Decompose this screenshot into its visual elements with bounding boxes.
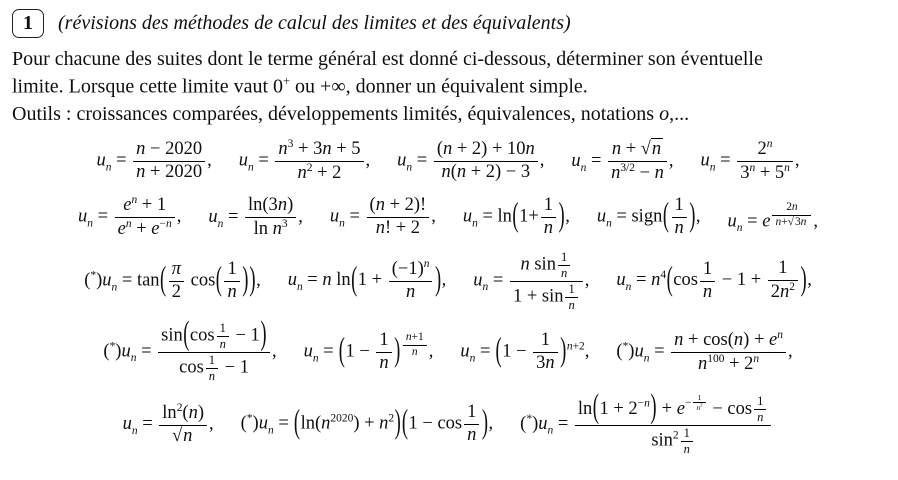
math-formula: $u_n = n$ ln(1 + $\frac{(-1)^n}{n}$ ), xyxy=(287,258,447,303)
math-formula: $u_n = n^4(\cos$ $\frac{1}{n}$ − 1 + $\frac{1}{2n^2}$ ), xyxy=(616,258,812,303)
math-formula: $u_n$ = $\frac{n - 2020}{n + 2020}$ , xyxy=(96,139,212,183)
intro-line: limite. Lorsque cette limite vaut 0+ ou +∞, donner un équivalent simple. xyxy=(12,74,588,98)
math-formula: $u_n$ = sign( $\frac{1}{n}$ ), xyxy=(596,195,701,239)
math-formula: $u_n$ = $\frac{n^3 + 3n + 5}{n^2 + 2}$ , xyxy=(238,138,371,184)
formula-row xyxy=(10,194,886,241)
math-formula: $u_n$ = n sin $\frac{1}{n}$ 1 + sin $\frac{1}{n}$ , xyxy=(473,250,590,312)
intro-line: Pour chacune des suites dont le terme général est donné ci-dessous, déterminer son éventuelle xyxy=(12,48,763,70)
intro-paragraph xyxy=(12,46,886,128)
exercise-title: (révisions des méthodes de calcul des limites et des équivalents) xyxy=(58,12,571,34)
math-formula: $u_n$ = $\frac{\ln^2(n)}{√n}$ , xyxy=(122,401,214,446)
math-formula: $(^*)u_n$ = $\ln(1 + 2^{-n}) + e^{- \frac{1}{n^2}}$ − cos $\frac{1}{n}$ $\sin^2$ $\frac{1}{n}$ xyxy=(520,393,773,457)
formula-row xyxy=(10,389,886,457)
formula-row xyxy=(10,250,886,312)
math-formula: $u_n$ = $\frac{n + √n}{n^{3/2} - n}$ , xyxy=(571,138,674,183)
exercise-header xyxy=(12,9,886,38)
math-formula: $u_n$ = $\frac{\ln(3n)}{\ln n^3}$ , xyxy=(208,194,303,239)
formula-area xyxy=(10,138,886,456)
math-formula: $u_n$ = $\frac{e^n + 1}{e^n + e^{-n}}$ , xyxy=(77,194,182,240)
math-formula: $(^*)u_n$ = sin(cos $\frac{1}{n}$ − 1) cos $\frac{1}{n}$ − 1 , xyxy=(103,316,277,383)
formula-row xyxy=(10,138,886,185)
math-formula: $u_n$ = $\frac{(n + 2) + 10n}{n(n + 2) - 3}$ , xyxy=(397,139,545,183)
math-formula: $(^*)u_n = (\ln(n^{2020}) + n^2)(1 - \cos$ $\frac{1}{n}$ ), xyxy=(240,402,494,446)
intro-line: Outils : croissances comparées, développements limités, équivalences, notations o,... xyxy=(12,103,690,126)
formula-row xyxy=(10,316,886,383)
math-formula: $u_n = (1$ − $\frac{1}{n}$ ) $^{\frac{n+1}{n}}$ , xyxy=(303,330,434,374)
math-formula: $(^*)u_n = \tan$( $\frac{\pi}{2}$ cos( $\frac{1}{n}$ )), xyxy=(84,258,261,302)
math-formula: $u_n$ = $\frac{(n + 2)!}{n! + 2}$ , xyxy=(329,195,436,239)
exercise-number-box: 1 xyxy=(12,9,44,38)
math-formula: $u_n = \ln(1+$ $\frac{1}{n}$ ), xyxy=(462,195,570,239)
math-formula: $u_n$ = $\frac{2^n}{3^n + 5^n}$ , xyxy=(700,138,800,184)
math-formula: $u_n = (1$ − $\frac{1}{3n}$ )$^{n+2}$, xyxy=(460,330,590,374)
math-formula: $(^*)u_n$ = $\frac{n + \cos(n) + e^n}{n^{100} + 2^n}$ , xyxy=(616,329,793,375)
math-formula: $u_n = e$ $^{\frac{2n}{n+√3n}}$ , xyxy=(727,201,819,235)
